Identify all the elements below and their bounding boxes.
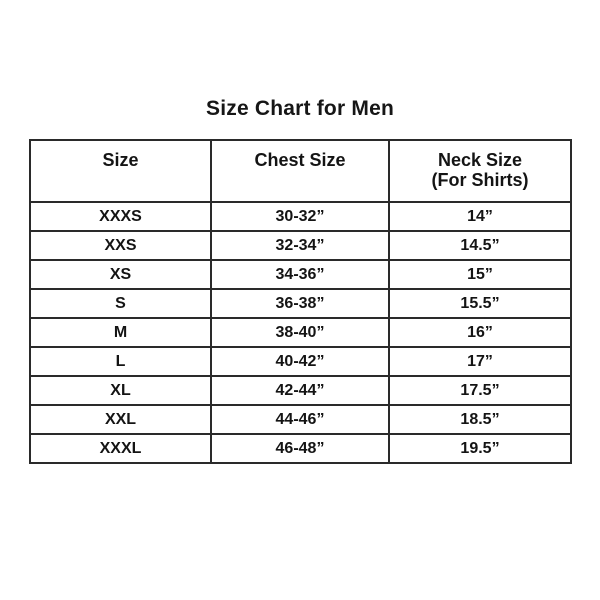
cell-neck: 16” — [389, 318, 571, 347]
cell-size: XL — [30, 376, 211, 405]
table-row — [30, 318, 571, 347]
cell-chest: 36-38” — [211, 289, 389, 318]
header-neck-size — [389, 140, 571, 202]
size-chart-table — [29, 139, 572, 464]
cell-size: XXL — [30, 405, 211, 434]
cell-neck: 15.5” — [389, 289, 571, 318]
cell-neck: 15” — [389, 260, 571, 289]
table-row — [30, 376, 571, 405]
cell-chest: 40-42” — [211, 347, 389, 376]
cell-size: XS — [30, 260, 211, 289]
cell-chest: 30-32” — [211, 202, 389, 231]
cell-chest: 32-34” — [211, 231, 389, 260]
cell-size: M — [30, 318, 211, 347]
cell-neck: 14.5” — [389, 231, 571, 260]
cell-neck: 18.5” — [389, 405, 571, 434]
cell-size: XXXS — [30, 202, 211, 231]
header-neck-size-line2: (For Shirts) — [431, 170, 529, 190]
table-row — [30, 434, 571, 463]
cell-neck: 17.5” — [389, 376, 571, 405]
header-size: Size — [30, 140, 211, 202]
cell-chest: 38-40” — [211, 318, 389, 347]
cell-size: XXS — [30, 231, 211, 260]
table-row — [30, 231, 571, 260]
header-neck-size-line1: Neck Size — [437, 150, 523, 170]
cell-neck: 14” — [389, 202, 571, 231]
cell-size: XXXL — [30, 434, 211, 463]
header-row — [30, 140, 571, 202]
table-row — [30, 289, 571, 318]
cell-chest: 44-46” — [211, 405, 389, 434]
cell-chest: 42-44” — [211, 376, 389, 405]
table-row — [30, 260, 571, 289]
cell-neck: 17” — [389, 347, 571, 376]
cell-size: S — [30, 289, 211, 318]
cell-chest: 46-48” — [211, 434, 389, 463]
cell-neck: 19.5” — [389, 434, 571, 463]
page-title: Size Chart for Men — [206, 97, 394, 120]
table-row — [30, 405, 571, 434]
cell-chest: 34-36” — [211, 260, 389, 289]
cell-size: L — [30, 347, 211, 376]
table-row — [30, 202, 571, 231]
header-chest-size: Chest Size — [211, 140, 389, 202]
table-row — [30, 347, 571, 376]
